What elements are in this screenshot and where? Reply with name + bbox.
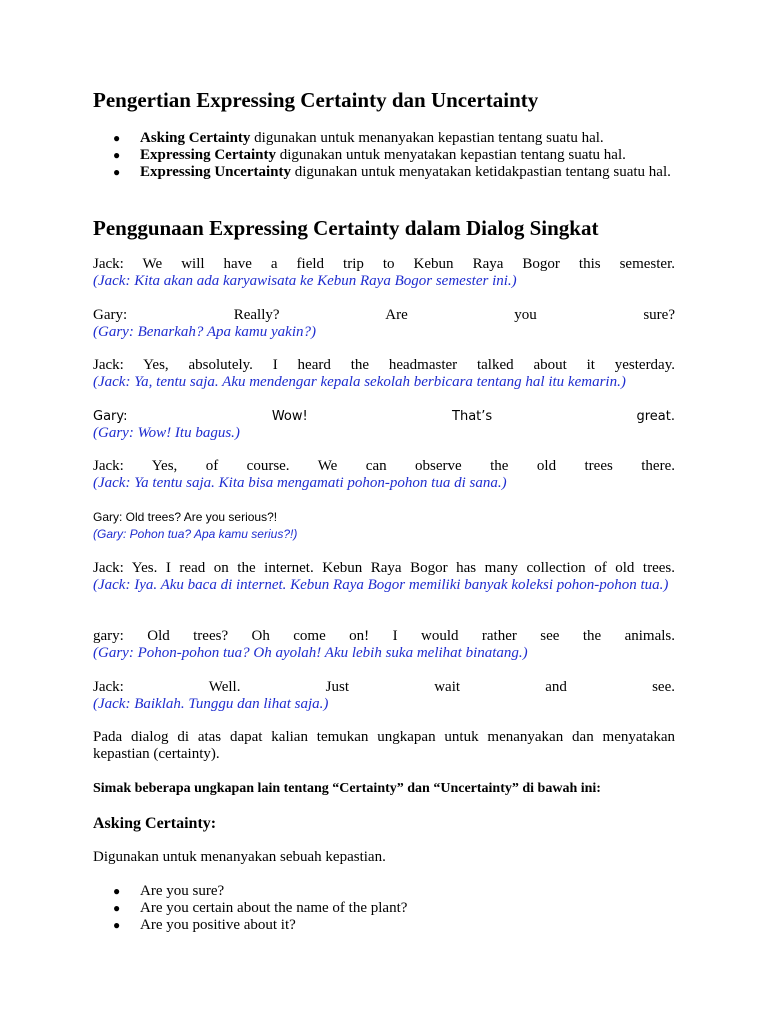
dialog-translation: (Jack: Baiklah. Tunggu dan lihat saja.)	[93, 696, 329, 712]
asking-certainty-heading: Asking Certainty:	[93, 815, 217, 832]
dialog-line: Gary: Really? Are you sure?	[93, 307, 675, 323]
definition-text: digunakan untuk menanyakan kepastian tentang suatu hal.	[250, 130, 604, 146]
definition-term: Asking Certainty	[140, 130, 251, 146]
dialog-line: Jack: Yes, of course. We can observe the old trees there.	[93, 458, 675, 474]
dialog-line: Jack: Yes, absolutely. I heard the headmaster talked about it yesterday.	[93, 357, 675, 373]
heading-dialog: Penggunaan Expressing Certainty dalam Dialog Singkat	[93, 216, 599, 240]
heading-definition: Pengertian Expressing Certainty dan Uncertainty	[93, 88, 539, 112]
definition-text: digunakan untuk menyatakan ketidakpastian tentang suatu hal.	[290, 164, 671, 180]
dialog-entry	[93, 509, 675, 543]
dialog-translation: (Gary: Pohon-pohon tua? Oh ayolah! Aku lebih suka melihat binatang.)	[93, 645, 528, 661]
list-item	[93, 900, 675, 917]
dialog-translation: (Gary: Benarkah? Apa kamu yakin?)	[93, 324, 316, 340]
definition-text: digunakan untuk menyatakan kepastian tentang suatu hal.	[275, 147, 626, 163]
dialog-translation: (Jack: Iya. Aku baca di internet. Kebun Raya Bogor memiliki banyak koleksi pohon-pohon tua.)	[93, 577, 669, 593]
bullet-icon: ●	[113, 165, 121, 179]
dialog-translation: (Jack: Ya tentu saja. Kita bisa mengamati pohon-pohon tua di sana.)	[93, 475, 507, 491]
list-item-text: Are you sure?	[140, 883, 225, 899]
definition-item	[93, 147, 675, 164]
dialog-translation: (Gary: Wow! Itu bagus.)	[93, 425, 240, 441]
dialog-line: Jack: We will have a field trip to Kebun Raya Bogor this semester.	[93, 256, 675, 272]
definition-item	[93, 164, 675, 181]
list-item	[93, 917, 675, 934]
definition-term: Expressing Certainty	[140, 147, 276, 163]
list-item-text: Are you positive about it?	[140, 917, 296, 933]
dialog-entry	[93, 307, 675, 341]
dialog-line: gary: Old trees? Oh come on! I would rather see the animals.	[93, 628, 675, 644]
dialog-line: Gary: Wow! That’s great.	[93, 409, 675, 424]
list-item-text: Are you certain about the name of the plant?	[140, 900, 408, 916]
bullet-icon: ●	[113, 901, 121, 915]
dialog-entry	[93, 560, 675, 594]
dialog-translation: (Jack: Kita akan ada karyawisata ke Kebun Raya Bogor semester ini.)	[93, 273, 517, 289]
dialog-entry	[93, 458, 675, 492]
asking-certainty-list	[93, 883, 675, 934]
bullet-icon: ●	[113, 148, 121, 162]
dialog-entry	[93, 256, 675, 290]
instruction-text: Simak beberapa ungkapan lain tentang “Certainty” dan “Uncertainty” di bawah ini:	[93, 781, 601, 796]
list-item	[93, 883, 675, 900]
dialog-line: Jack: Yes. I read on the internet. Kebun Raya Bogor has many collection of old trees.	[93, 560, 675, 576]
dialog-entry	[93, 408, 675, 442]
dialog-line: Jack: Well. Just wait and see.	[93, 679, 675, 695]
bullet-icon: ●	[113, 131, 121, 145]
bullet-icon: ●	[113, 918, 121, 932]
dialog-line: Gary: Old trees? Are you serious?!	[93, 510, 278, 524]
dialog-entry	[93, 679, 675, 713]
definition-list	[93, 130, 675, 181]
definition-item	[93, 130, 675, 147]
dialog-translation: (Gary: Pohon tua? Apa kamu serius?!)	[93, 527, 298, 541]
definition-term: Expressing Uncertainty	[140, 164, 291, 180]
dialog-entry	[93, 357, 675, 391]
dialog-entry	[93, 628, 675, 662]
dialog-translation: (Jack: Ya, tentu saja. Aku mendengar kepala sekolah berbicara tentang hal itu kemarin.)	[93, 374, 626, 390]
asking-certainty-intro: Digunakan untuk menanyakan sebuah kepastian.	[93, 849, 386, 865]
summary-paragraph: Pada dialog di atas dapat kalian temukan ungkapan untuk menanyakan dan menyatakan kepastian (certainty).	[93, 729, 675, 762]
bullet-icon: ●	[113, 884, 121, 898]
